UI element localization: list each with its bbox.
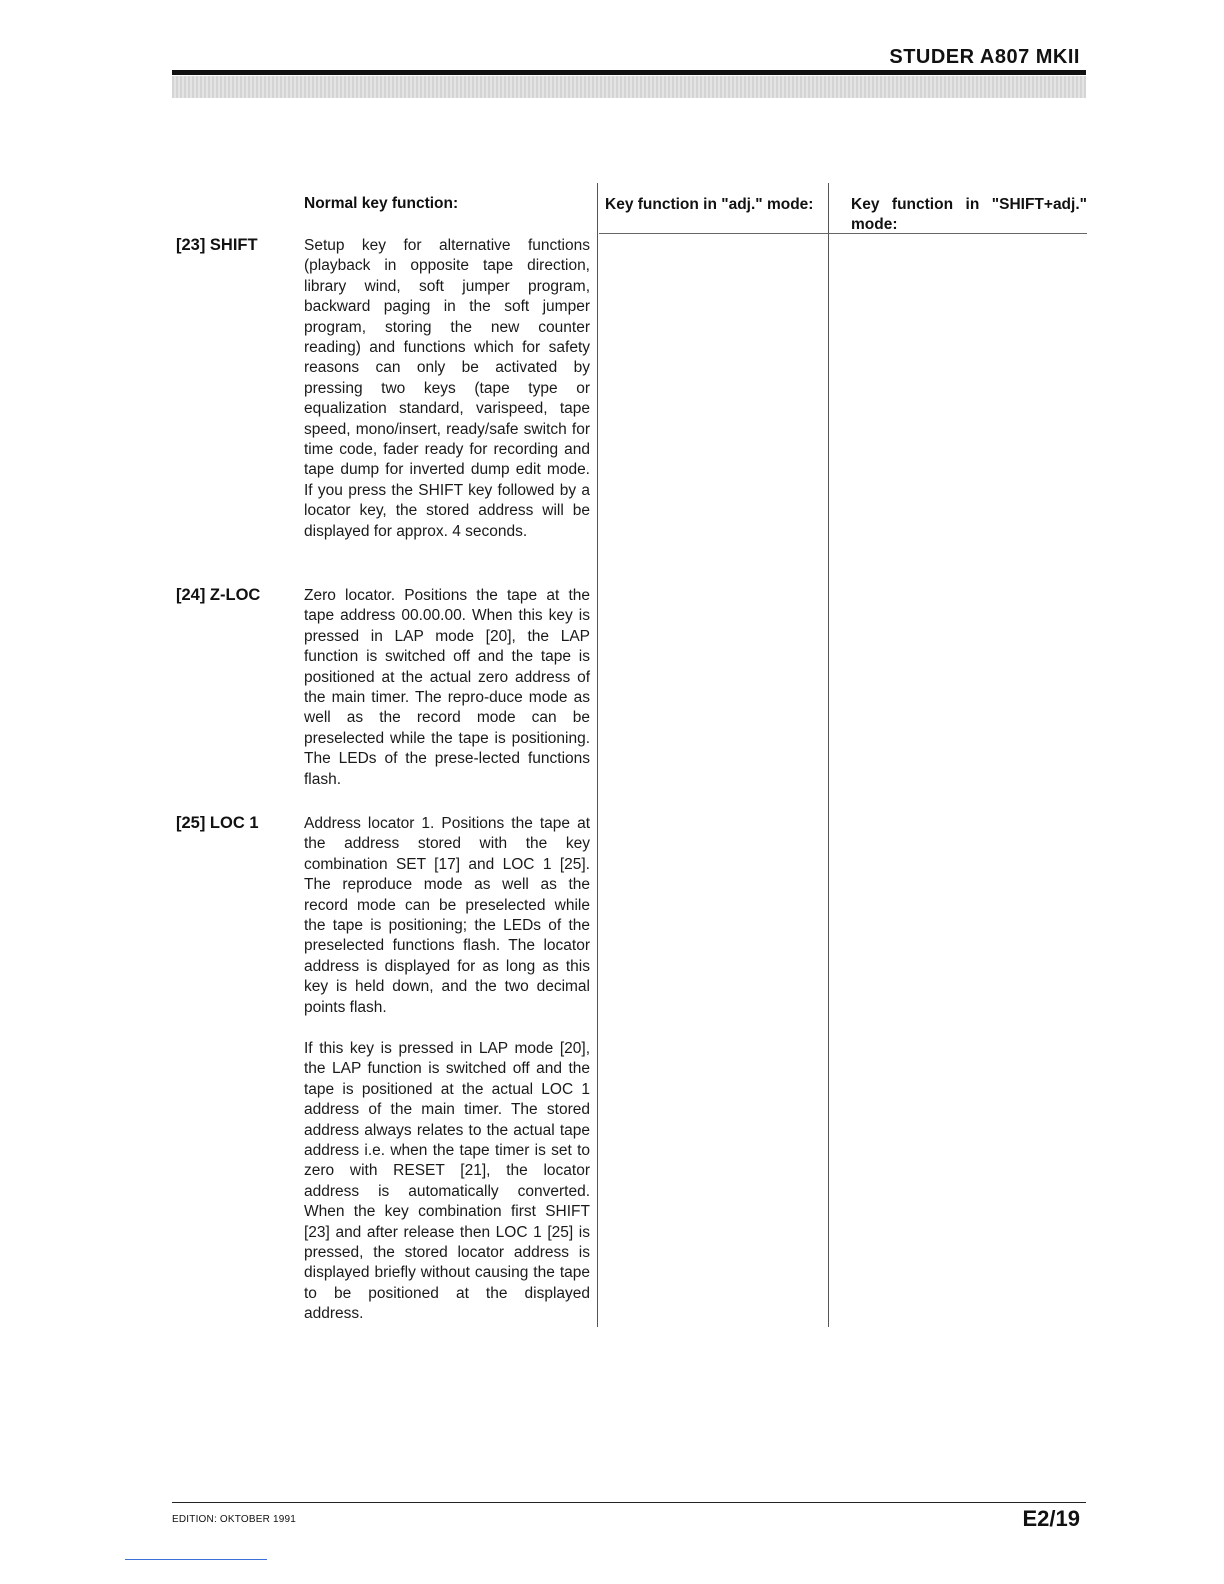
column-heading-normal: Normal key function: bbox=[304, 195, 459, 212]
entry-text-shift: Setup key for alternative functions (playback in opposite tape direction, library wind, soft jumper program, backward paging in the soft jumper program, storing the new counter reading) and functions which for safety reasons can only be activated by pressing two keys (tape type or equalization standard, varispeed, tape speed, mono/insert, ready/safe switch for time code, fader ready for recording and tape dump for inverted dump edit mode. If you press the SHIFT key followed by a locator key, the stored address will be displayed for approx. 4 seconds. bbox=[304, 237, 590, 540]
column-heading-shift-adj bbox=[851, 195, 1087, 235]
entry-text-z-loc: Zero locator. Positions the tape at the tape address 00.00.00. When this key is pressed in LAP mode [20], the LAP function is switched off and the tape is positioned at the actual zero address of the main timer. The repro-duce mode as well as the record mode can be preselected while the tape is positioning. The LEDs of the prese-lected functions flash. bbox=[304, 587, 590, 788]
entry-label-loc-1: [25] LOC 1 bbox=[176, 814, 259, 832]
entry-label-z-loc: [24] Z-LOC bbox=[176, 586, 261, 604]
column-heading-adj: Key function in "adj." mode: bbox=[605, 196, 814, 213]
footer-rule bbox=[172, 1502, 1086, 1503]
header-rule bbox=[172, 70, 1086, 75]
column-divider-1 bbox=[597, 183, 598, 1327]
document-header-title: STUDER A807 MKII bbox=[889, 46, 1080, 68]
entry-text-loc-1: Address locator 1. Positions the tape at the address stored with the key combination SET [17] and LOC 1 [25]. The reproduce mode as well as the record mode can be preselected while the tape is positioning; the LEDs of the preselected functions flash. The locator address is displayed for as long as this key is held down, and the two decimal points flash. bbox=[304, 815, 590, 1016]
page-number: E2/19 bbox=[1022, 1506, 1080, 1531]
column-heading-shift-adj-line1: Key function in "SHIFT+adj." bbox=[851, 196, 1087, 213]
entry-label-shift: [23] SHIFT bbox=[176, 236, 258, 254]
entry-text-loc-1-lap: If this key is pressed in LAP mode [20], the LAP function is switched off and the tape is positioned at the actual LOC 1 address of the main timer. The stored address always relates to the actual tape address i.e. when the tape timer is set to zero with RESET [21], the locator address is automatically converted. When the key combination first SHIFT [23] and after release then LOC 1 [25] is pressed, the stored locator address is displayed briefly without causing the tape to be positioned at the displayed address. bbox=[304, 1040, 590, 1323]
footer-edition: EDITION: OKTOBER 1991 bbox=[172, 1514, 297, 1525]
page-edge-mark bbox=[125, 1559, 267, 1560]
column-heading-shift-adj-line2: mode: bbox=[851, 216, 898, 233]
column-divider-2 bbox=[828, 183, 829, 1327]
header-band bbox=[172, 76, 1086, 98]
